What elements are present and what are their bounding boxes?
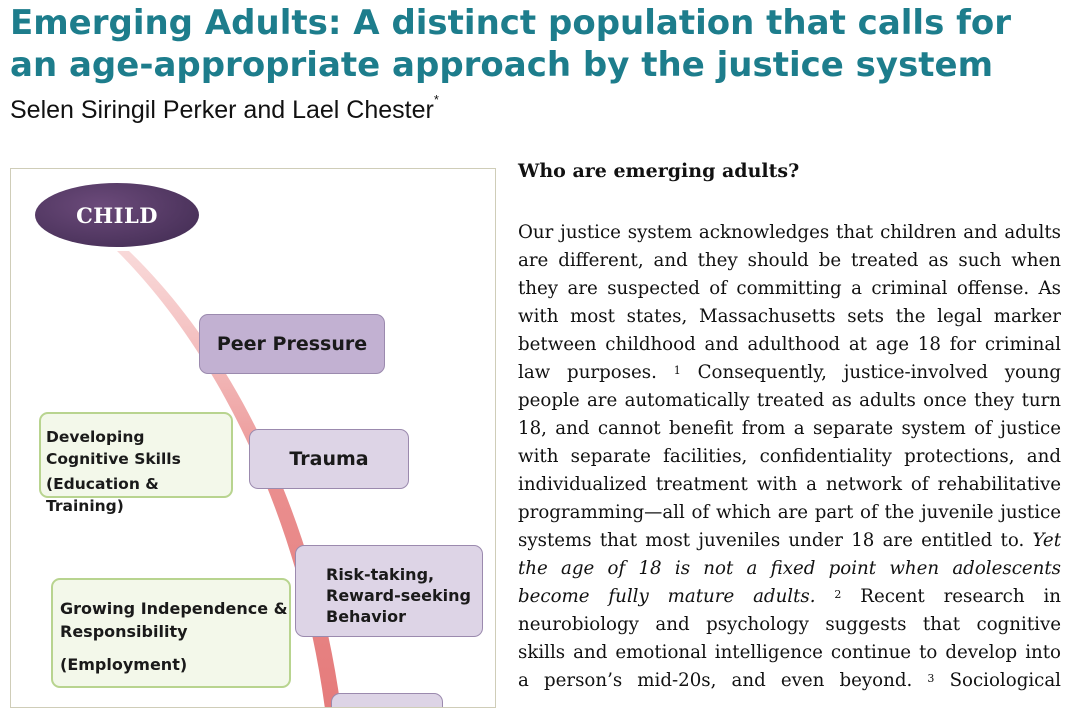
text-run: Recent research in — [860, 586, 1061, 607]
text-line — [518, 471, 1061, 499]
text-run: programming—all of which are part of the juvenile justice — [518, 502, 1061, 523]
text-run: Consequently, justice-involved young — [697, 362, 1061, 383]
article-title — [10, 2, 1070, 86]
text-run: with separate facilities, confidentiality protections, and — [518, 446, 1061, 467]
text-line — [518, 555, 1061, 583]
growing-line-3: (Employment) — [60, 655, 188, 674]
text-run: Our justice system acknowledges that children and adults — [518, 222, 1061, 243]
author-footnote-mark: * — [433, 92, 439, 107]
authors: Selen Siringil Perker and Lael Chester — [10, 96, 434, 124]
text-line — [518, 359, 1061, 387]
peer-pressure-box: Peer Pressure — [199, 314, 385, 374]
text-line — [518, 387, 1061, 415]
author-line — [10, 92, 439, 125]
child-oval: CHILD — [35, 183, 199, 247]
developing-cognitive-skills-box — [39, 412, 233, 515]
text-run: individualized treatment with a network of rehabilitative — [518, 474, 1061, 495]
text-line — [518, 611, 1061, 639]
text-line — [518, 275, 1061, 303]
developing-line-2: Cognitive Skills — [46, 450, 181, 468]
trauma-box: Trauma — [249, 429, 409, 489]
footnote-2: 2 — [834, 588, 842, 601]
text-run: Sociological — [949, 670, 1061, 691]
text-run: people are automatically treated as adults once they turn — [518, 390, 1061, 411]
text-run: are different, and they should be treated as such when — [518, 250, 1061, 271]
risk-line-3: Behavior — [326, 607, 407, 626]
risk-line-1: Risk-taking, — [326, 565, 435, 584]
growing-independence-box — [51, 578, 291, 688]
text-line — [518, 583, 1061, 611]
growing-line-1: Growing Independence & — [60, 599, 288, 618]
text-run-italic: the age of 18 is not a fixed point when adolescents — [518, 558, 1061, 579]
text-line — [518, 219, 1061, 247]
risk-taking-box — [295, 545, 483, 637]
developing-line-1: Developing — [46, 428, 145, 446]
text-run: between childhood and adulthood at age 18 for criminal — [518, 334, 1061, 355]
text-line — [518, 415, 1061, 443]
text-run: they are suspected of committing a criminal offense. As — [518, 278, 1061, 299]
risk-line-2: Reward-seeking — [326, 586, 471, 605]
emerging-adult-figure — [10, 168, 496, 708]
footnote-1: 1 — [673, 364, 681, 377]
text-line — [518, 331, 1061, 359]
text-line — [518, 443, 1061, 471]
text-run-italic: Yet — [1032, 530, 1061, 551]
text-run: systems that most juveniles under 18 are entitled to. — [518, 530, 1025, 551]
growing-line-2: Responsibility — [60, 622, 188, 641]
text-run: 18, and cannot benefit from a separate system of justice — [518, 418, 1061, 439]
text-run: with most states, Massachusetts sets the legal marker — [518, 306, 1061, 327]
text-line — [518, 527, 1061, 555]
developing-line-3: (Education & Training) — [46, 475, 159, 515]
text-run: law purposes. — [518, 362, 657, 383]
body-paragraph — [518, 219, 1061, 695]
partial-box-bottom — [331, 693, 443, 708]
text-run: a person’s mid-20s, and even beyond. — [518, 670, 913, 691]
text-run: neurobiology and psychology suggests that cognitive — [518, 614, 1061, 635]
title-line-1: Emerging Adults: A distinct population that calls for — [10, 3, 1012, 43]
text-line — [518, 639, 1061, 667]
title-line-2: an age-appropriate approach by the justice system — [10, 45, 994, 85]
text-line — [518, 667, 1061, 695]
text-run: skills and emotional intelligence continue to develop into — [518, 642, 1061, 663]
text-line — [518, 303, 1061, 331]
text-line — [518, 499, 1061, 527]
section-heading: Who are emerging adults? — [518, 160, 800, 182]
text-line — [518, 247, 1061, 275]
footnote-3: 3 — [927, 672, 935, 685]
text-run-italic: become fully mature adults. — [518, 586, 816, 607]
